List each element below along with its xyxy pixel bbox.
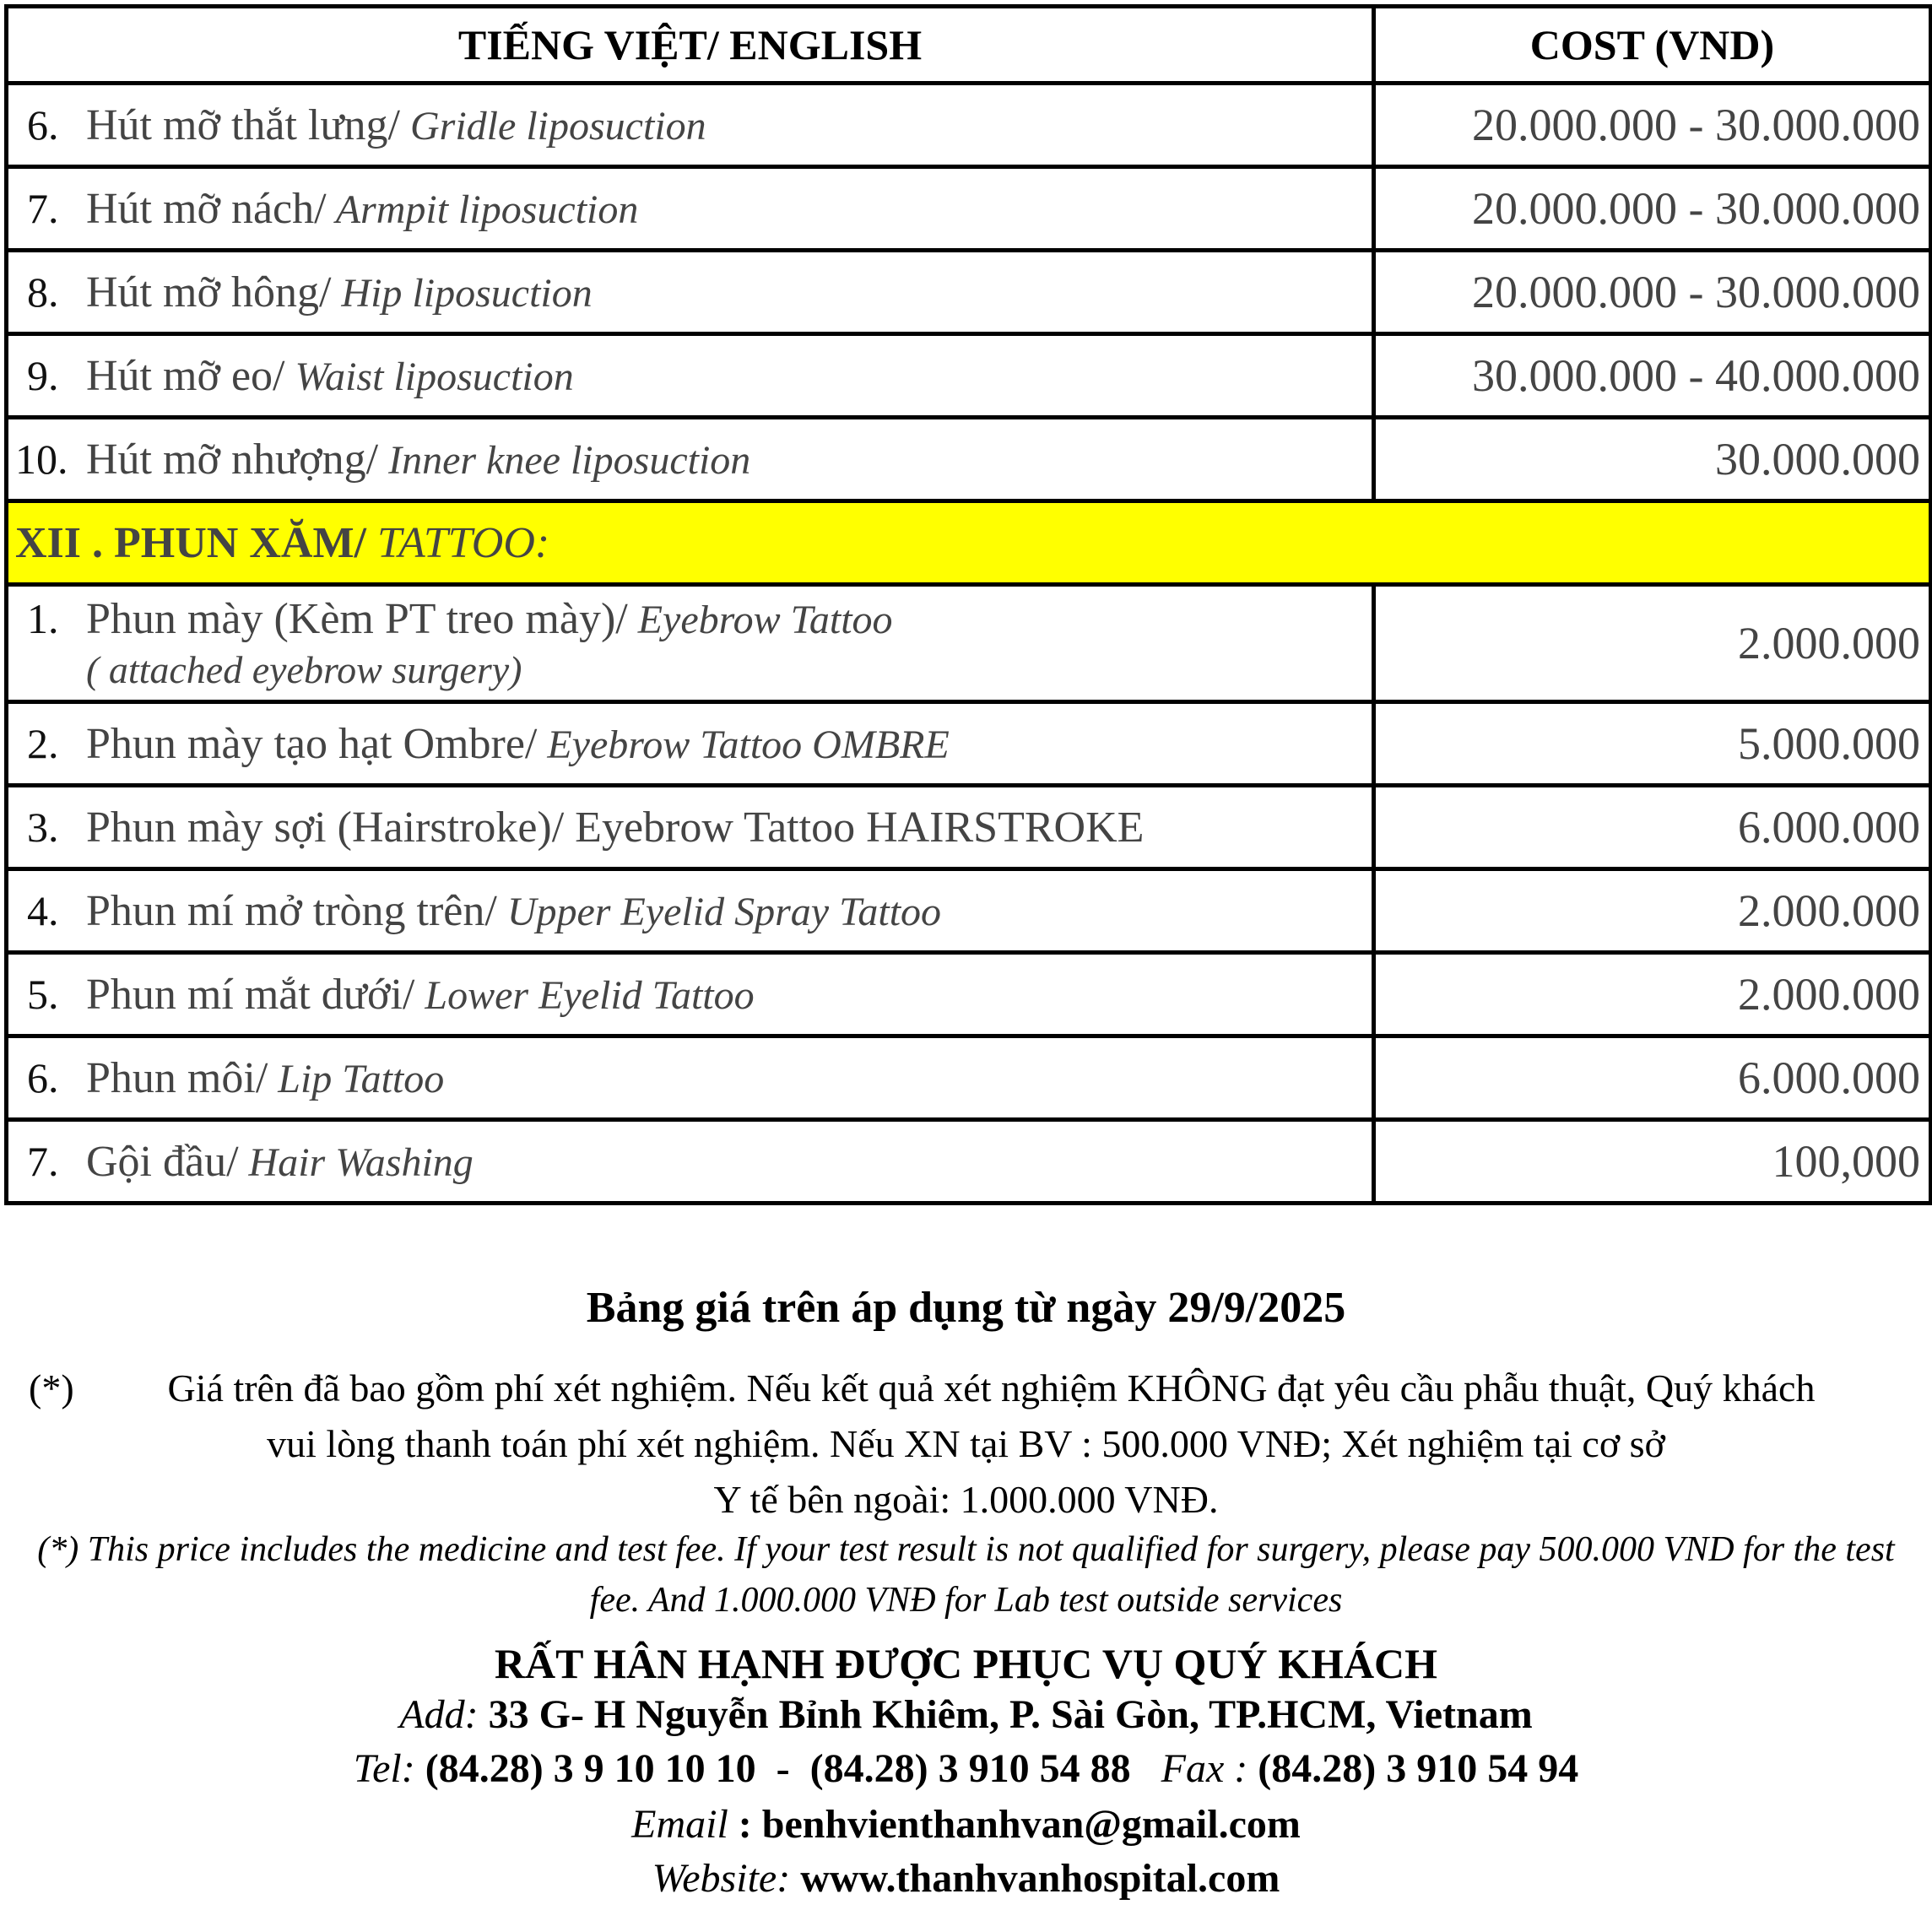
header-cost: COST (VND): [1374, 7, 1931, 84]
service-vi: Phun mày (Kèm PT treo mày)/: [86, 595, 628, 643]
service-vi: Hút mỡ thắt lưng/: [86, 100, 400, 149]
note-vi-line-2: vui lòng thanh toán phí xét nghiệm. Nếu XN tại BV : 500.000 VNĐ; Xét nghiệm tại cơ sở: [267, 1422, 1665, 1465]
service-en: Hip liposuction: [331, 270, 593, 316]
table-row: [7, 953, 1931, 1036]
service-en: Lower Eyelid Tattoo: [414, 972, 755, 1018]
table-row: [7, 869, 1931, 953]
row-number: 10.: [15, 435, 68, 483]
cost-cell: 30.000.000: [1374, 418, 1931, 501]
note-asterisk: (*): [29, 1366, 74, 1410]
email-separator: :: [728, 1802, 762, 1847]
service-en-note: ( attached eyebrow surgery): [86, 648, 522, 691]
cost-cell: 2.000.000: [1374, 585, 1931, 702]
email-line: [0, 1801, 1932, 1848]
effective-date-note: Bảng giá trên áp dụng từ ngày 29/9/2025: [586, 1284, 1346, 1332]
table-header-row: [7, 7, 1931, 84]
service-en: Hair Washing: [238, 1139, 474, 1185]
cost-cell: 30.000.000 - 40.000.000: [1374, 334, 1931, 418]
row-number: 4.: [27, 886, 59, 934]
tel-label: Tel:: [353, 1746, 415, 1791]
email-link[interactable]: benhvienthanhvan@gmail.com: [761, 1802, 1301, 1847]
service-vi: Phun môi/: [86, 1053, 268, 1102]
section-header-tattoo: [7, 501, 1931, 585]
section-title-en: TATTOO:: [365, 518, 550, 567]
service-vi: Phun mày sợi (Hairstroke)/ Eyebrow Tattoo HAIRSTROKE: [86, 803, 1145, 852]
header-service: TIẾNG VIỆT/ ENGLISH: [7, 7, 1374, 84]
row-number: 5.: [27, 970, 59, 1018]
row-number: 9.: [27, 351, 59, 399]
website-label: Website:: [652, 1856, 791, 1901]
service-en: Waist liposuction: [284, 354, 574, 399]
table-row: [7, 702, 1931, 786]
address-value: 33 G- H Nguyễn Bỉnh Khiêm, P. Sài Gòn, TP.HCM, Vietnam: [488, 1692, 1533, 1737]
row-number: 2.: [27, 719, 59, 767]
service-vi: Phun mày tạo hạt Ombre/: [86, 719, 538, 768]
note-en-line-1: (*) This price includes the medicine and test fee. If your test result is not qualified for surgery, please pay 500.000 VND for the test: [37, 1530, 1895, 1569]
fax-label: Fax :: [1161, 1746, 1248, 1791]
website-link[interactable]: www.thanhvanhospital.com: [800, 1856, 1280, 1901]
service-vi: Phun mí mắt dưới/: [86, 970, 415, 1019]
table-row: [7, 167, 1931, 251]
fax-value: (84.28) 3 910 54 94: [1258, 1746, 1579, 1791]
service-vi: Hút mỡ nách/: [86, 184, 327, 233]
service-vi: Gội đầu/: [86, 1137, 239, 1186]
service-en: Inner knee liposuction: [378, 437, 751, 483]
service-vi: Hút mỡ eo/: [86, 351, 285, 400]
cost-cell: 2.000.000: [1374, 869, 1931, 953]
service-en: Upper Eyelid Spray Tattoo: [496, 889, 942, 934]
row-number: 7.: [27, 184, 59, 232]
row-number: 3.: [27, 803, 59, 851]
note-vi-line-3: Y tế bên ngoài: 1.000.000 VNĐ.: [713, 1478, 1219, 1521]
table-row: [7, 585, 1931, 702]
section-title: XII . PHUN XĂM/: [15, 518, 366, 567]
table-row: [7, 84, 1931, 167]
table-row: [7, 418, 1931, 501]
table-row: [7, 334, 1931, 418]
email-label: Email: [631, 1802, 728, 1847]
service-vi: Phun mí mở tròng trên/: [86, 886, 497, 935]
table-row: [7, 251, 1931, 334]
cost-cell: 6.000.000: [1374, 1036, 1931, 1120]
address-line: [0, 1691, 1932, 1738]
service-vi: Hút mỡ hông/: [86, 268, 332, 317]
note-vi-line-1: Giá trên đã bao gồm phí xét nghiệm. Nếu kết quả xét nghiệm KHÔNG đạt yêu cầu phẫu thuật, Quý khách: [167, 1366, 1816, 1410]
cost-cell: 6.000.000: [1374, 786, 1931, 869]
thanks-heading: RẤT HÂN HẠNH ĐƯỢC PHỤC VỤ QUÝ KHÁCH: [494, 1640, 1438, 1687]
test-fee-note-en: [0, 1524, 1932, 1626]
tel-value[interactable]: (84.28) 3 9 10 10 10 - (84.28) 3 910 54 88: [425, 1746, 1131, 1791]
website-line: [0, 1855, 1932, 1902]
note-en-line-2: fee. And 1.000.000 VNĐ for Lab test outside services: [589, 1581, 1343, 1620]
service-en: Armpit liposuction: [326, 187, 639, 232]
service-vi: Hút mỡ nhượng/: [86, 435, 379, 484]
test-fee-note-vi: [0, 1361, 1932, 1528]
cost-cell: 2.000.000: [1374, 953, 1931, 1036]
row-number: 8.: [27, 268, 59, 316]
row-number: 6.: [27, 1053, 59, 1101]
service-en: Lip Tattoo: [268, 1056, 445, 1101]
table-row: [7, 1120, 1931, 1204]
phone-line: [0, 1745, 1932, 1792]
table-row: [7, 1036, 1931, 1120]
cost-cell: 100,000: [1374, 1120, 1931, 1204]
service-en: Eyebrow Tattoo: [627, 598, 893, 642]
row-number: 1.: [27, 595, 59, 642]
address-label: Add:: [399, 1692, 479, 1737]
row-number: 6.: [27, 100, 59, 149]
table-row: [7, 786, 1931, 869]
cost-cell: 20.000.000 - 30.000.000: [1374, 167, 1931, 251]
service-en: Eyebrow Tattoo OMBRE: [537, 722, 950, 767]
cost-cell: 20.000.000 - 30.000.000: [1374, 84, 1931, 167]
cost-cell: 5.000.000: [1374, 702, 1931, 786]
service-en: Gridle liposuction: [400, 103, 706, 149]
price-table: [4, 4, 1932, 1205]
row-number: 7.: [27, 1137, 59, 1185]
cost-cell: 20.000.000 - 30.000.000: [1374, 251, 1931, 334]
